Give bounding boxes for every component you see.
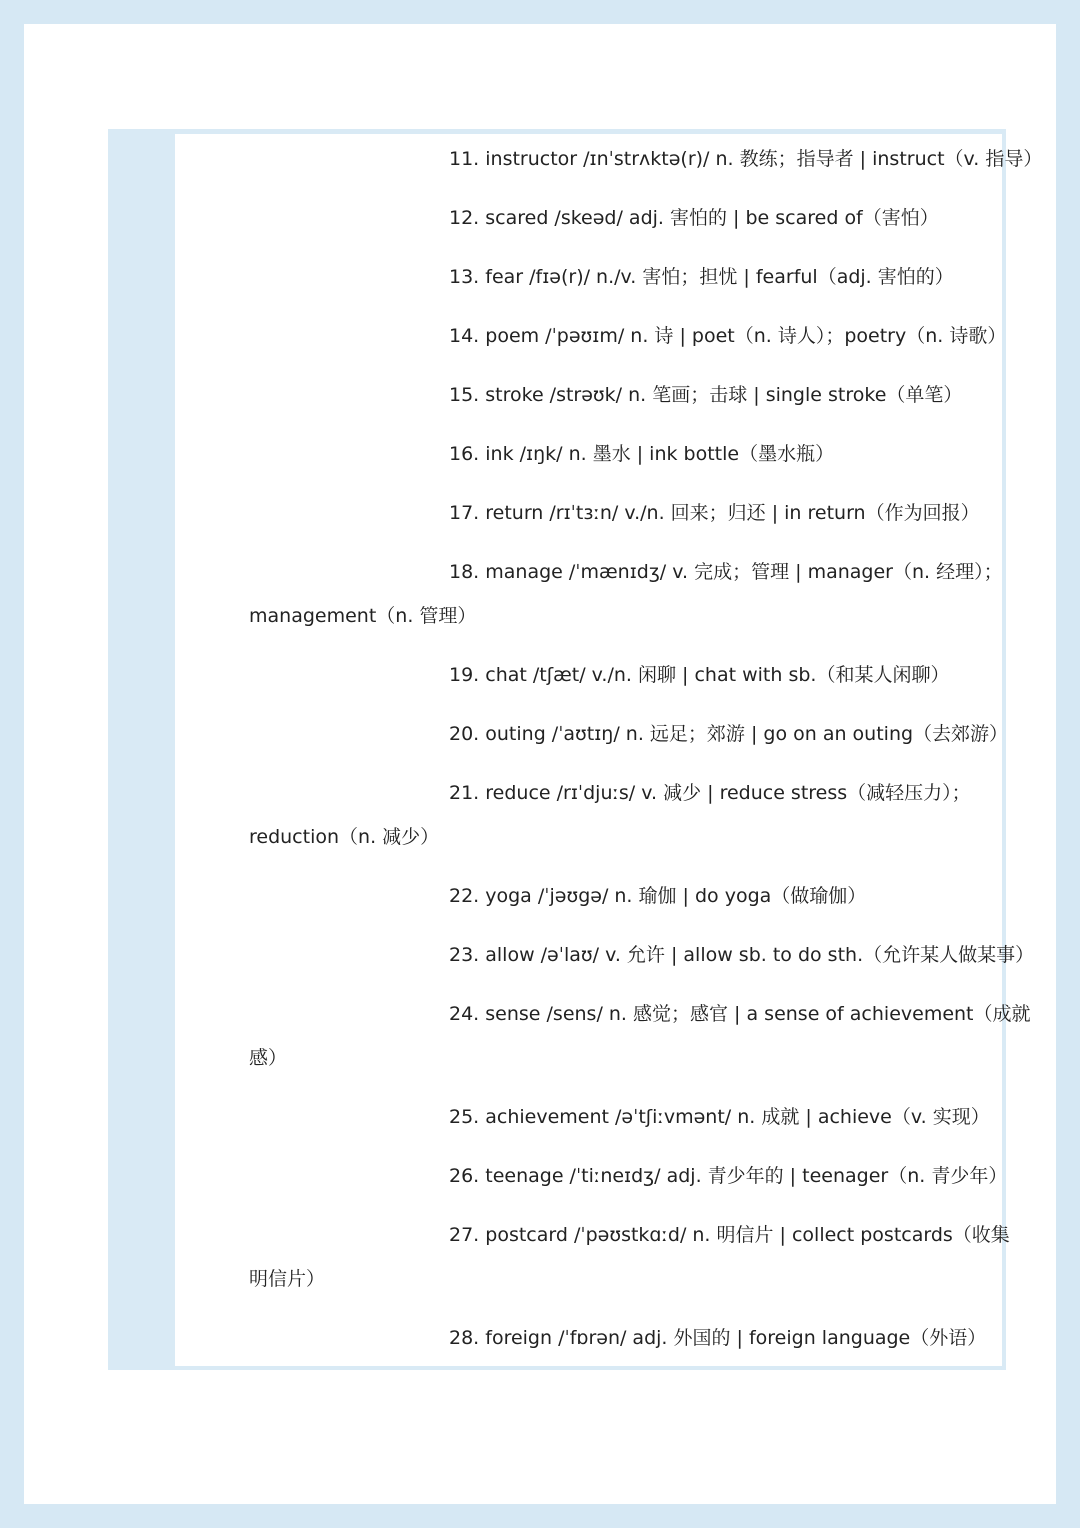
vocab-entry-continuation: reduction（n. 减少） xyxy=(249,826,440,848)
vocab-entry-line: 16. ink /ɪŋk/ n. 墨水 | ink bottle（墨水瓶） xyxy=(449,443,835,465)
vocab-entry-line: 15. stroke /strəʊk/ n. 笔画；击球 | single stroke（单笔） xyxy=(449,384,963,406)
vocab-entry-line: 20. outing /ˈaʊtɪŋ/ n. 远足；郊游 | go on an outing（去郊游） xyxy=(449,723,1009,745)
vocab-entry-line: 27. postcard /ˈpəʊstkɑːd/ n. 明信片 | collect postcards（收集 xyxy=(449,1224,1010,1246)
vocab-entry-continuation: management（n. 管理） xyxy=(249,605,477,627)
vocab-entry-line: 11. instructor /ɪnˈstrʌktə(r)/ n. 教练；指导者 | instruct（v. 指导） xyxy=(449,148,1043,170)
vocabulary-list xyxy=(175,134,1043,1366)
page xyxy=(24,24,1056,1504)
vocab-entry-line: 12. scared /skeəd/ adj. 害怕的 | be scared of（害怕） xyxy=(449,207,939,229)
vocab-entry-line: 21. reduce /rɪˈdjuːs/ v. 减少 | reduce stress（减轻压力）； xyxy=(449,782,971,804)
vocab-entry-line: 13. fear /fɪə(r)/ n./v. 害怕；担忧 | fearful（adj. 害怕的） xyxy=(449,266,954,288)
vocab-entry-line: 17. return /rɪˈtɜːn/ v./n. 回来；归还 | in return（作为回报） xyxy=(449,502,980,524)
vocab-entry-line: 22. yoga /ˈjəʊgə/ n. 瑜伽 | do yoga（做瑜伽） xyxy=(449,885,867,907)
vocab-entry-line: 19. chat /tʃæt/ v./n. 闲聊 | chat with sb.（和某人闲聊） xyxy=(449,664,950,686)
vocab-entry-line: 26. teenage /ˈtiːneɪdʒ/ adj. 青少年的 | teenager（n. 青少年） xyxy=(449,1165,1008,1187)
vocabulary-panel xyxy=(108,129,1043,1370)
vocab-entry-line: 24. sense /sens/ n. 感觉；感官 | a sense of achievement（成就 xyxy=(449,1003,1031,1025)
vocab-entry-line: 18. manage /ˈmænɪdʒ/ v. 完成；管理 | manager（n. 经理）； xyxy=(449,561,1003,583)
vocab-entry-continuation: 感） xyxy=(249,1047,288,1069)
vocab-entry-line: 14. poem /ˈpəʊɪm/ n. 诗 | poet（n. 诗人）；poetry（n. 诗歌） xyxy=(449,325,1007,347)
vocab-entry-line: 25. achievement /əˈtʃiːvmənt/ n. 成就 | achieve（v. 实现） xyxy=(449,1106,990,1128)
vocab-entry-line: 23. allow /əˈlaʊ/ v. 允许 | allow sb. to do sth.（允许某人做某事） xyxy=(449,944,1035,966)
vocab-entry-continuation: 明信片） xyxy=(249,1268,326,1290)
vocab-entry-line: 28. foreign /ˈfɒrən/ adj. 外国的 | foreign language（外语） xyxy=(449,1327,987,1349)
